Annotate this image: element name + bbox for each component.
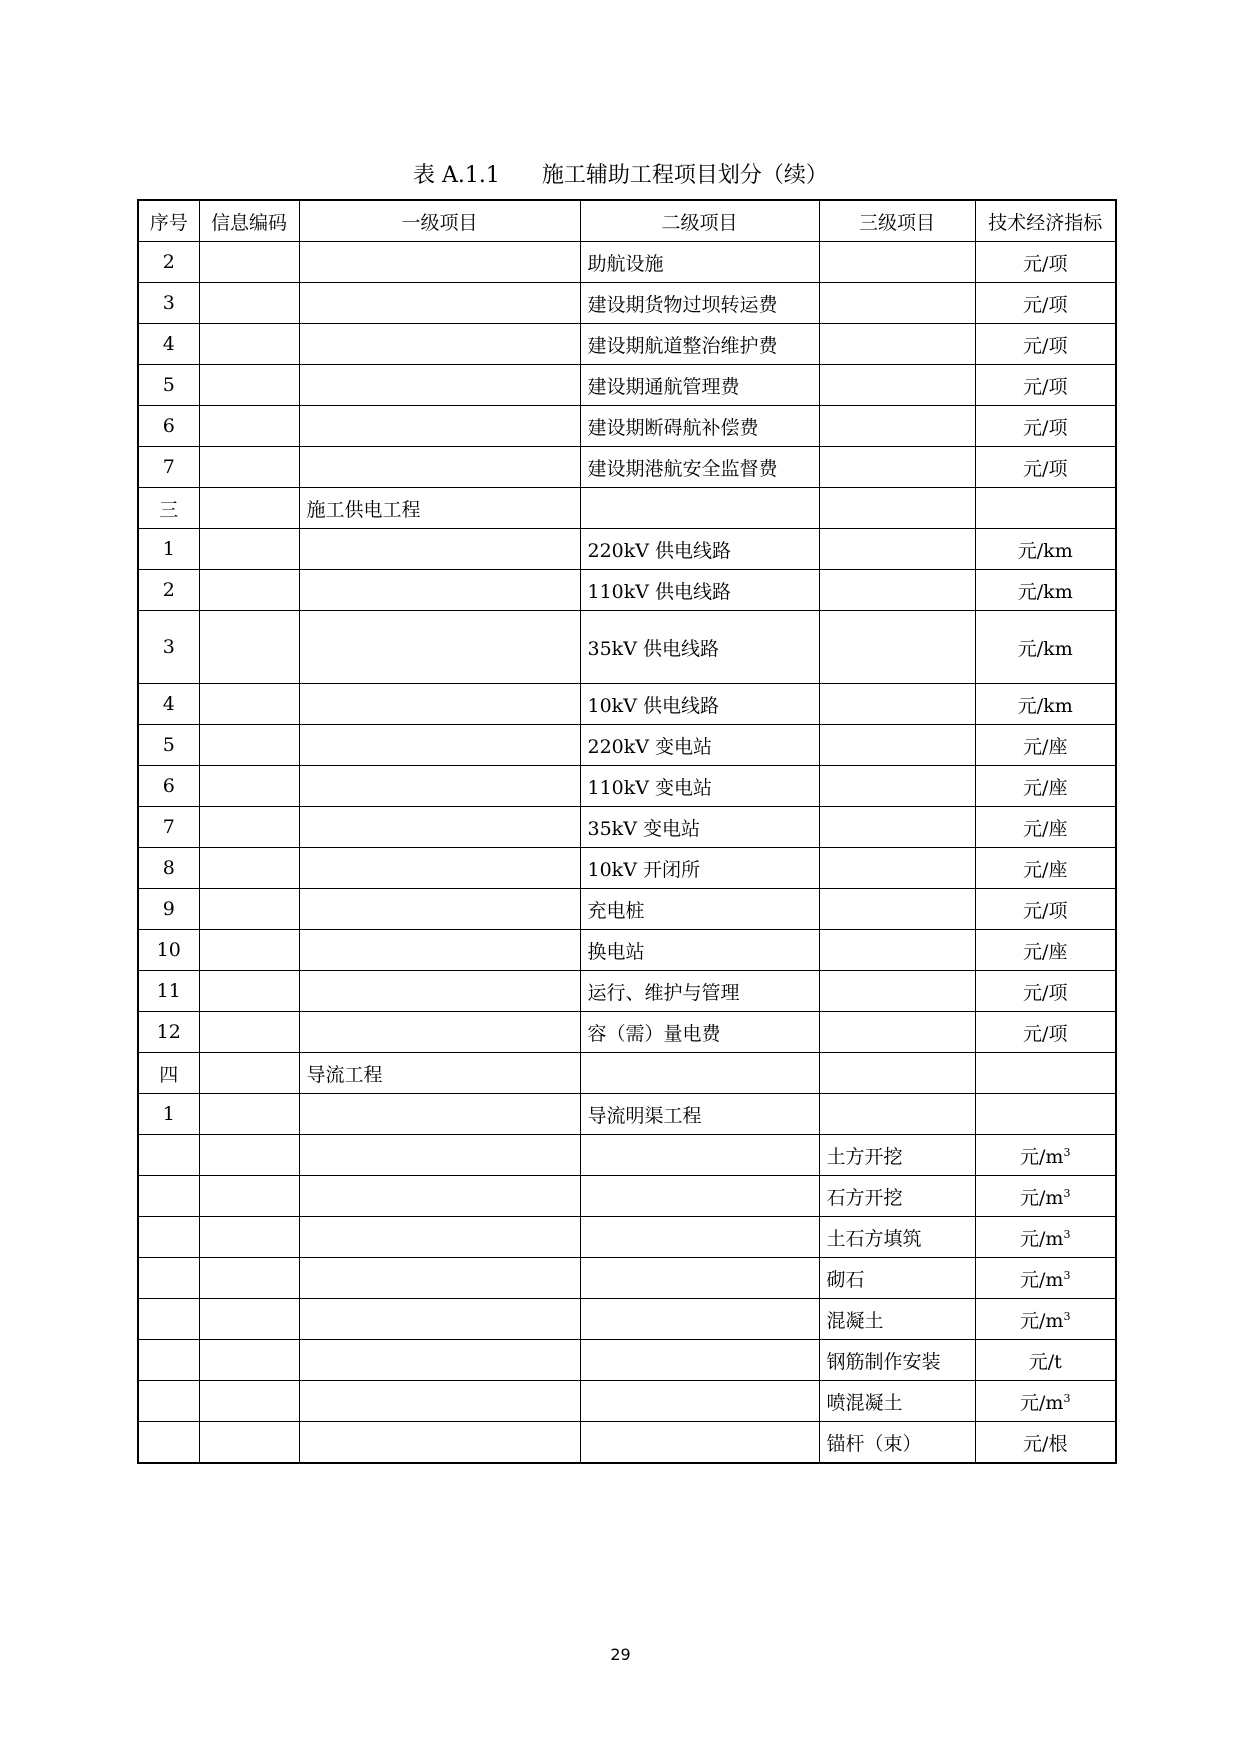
cell-level3-item-text: 锚杆（束）: [826, 1432, 922, 1455]
cell-serial-no: [138, 447, 199, 488]
cell-indicator-text: 元/项: [1023, 899, 1068, 922]
cell-level3-item: [819, 1299, 975, 1340]
header-level1-item: 一级项目: [299, 200, 580, 242]
cell-info-code: [199, 889, 299, 930]
cell-level2-item-text: 220kV 供电线路: [587, 539, 732, 562]
cell-indicator-text: 元/m: [1020, 1227, 1064, 1250]
cell-level3-item: [819, 889, 975, 930]
cell-level3-item: [819, 807, 975, 848]
table-row: [138, 611, 1116, 684]
cell-serial-no: [138, 725, 199, 766]
table-row: [138, 766, 1116, 807]
cell-indicator: [975, 1135, 1116, 1176]
cell-info-code: [199, 1135, 299, 1176]
cell-level2-item: [580, 324, 819, 365]
cell-indicator: [975, 1094, 1116, 1135]
cell-level3-item-text: 喷混凝土: [826, 1391, 903, 1414]
cell-indicator: [975, 447, 1116, 488]
cell-level2-item-text: 助航设施: [587, 252, 664, 275]
cell-level2-item: [580, 1012, 819, 1053]
cell-level3-item: [819, 365, 975, 406]
cell-indicator-text: 元/座: [1023, 776, 1068, 799]
cell-serial-no: [138, 766, 199, 807]
cell-level2-item: [580, 611, 819, 684]
cell-level1-item: [299, 1012, 580, 1053]
cell-level1-item: [299, 365, 580, 406]
cell-level2-item-text: 建设期港航安全监督费: [587, 457, 778, 480]
cell-level1-item: [299, 971, 580, 1012]
table-row: [138, 1340, 1116, 1381]
cell-indicator-text: 元/座: [1023, 817, 1068, 840]
cell-indicator-text: 元/根: [1023, 1432, 1068, 1455]
cell-serial-no-text: 1: [162, 538, 175, 560]
table-row: [138, 807, 1116, 848]
table-row: [138, 1422, 1116, 1464]
cell-level1-item: [299, 930, 580, 971]
cell-level1-item: [299, 1340, 580, 1381]
cell-level3-item: [819, 1422, 975, 1464]
cell-serial-no-text: 9: [162, 898, 175, 920]
cell-level2-item: [580, 807, 819, 848]
cell-level1-item: [299, 807, 580, 848]
cell-level2-item: [580, 766, 819, 807]
cell-level1-item: [299, 848, 580, 889]
cell-serial-no-text: 11: [156, 980, 181, 1002]
cell-serial-no-text: 4: [162, 693, 175, 715]
cell-serial-no-text: 7: [162, 456, 175, 478]
cell-serial-no: [138, 1094, 199, 1135]
cell-level2-item: [580, 488, 819, 529]
cell-level3-item: [819, 1381, 975, 1422]
cell-serial-no: [138, 1176, 199, 1217]
cell-serial-no-text: 6: [162, 415, 175, 437]
cell-level2-item: [580, 1135, 819, 1176]
cell-level2-item: [580, 365, 819, 406]
cell-level3-item: [819, 1340, 975, 1381]
cell-level3-item: [819, 1012, 975, 1053]
cell-info-code: [199, 848, 299, 889]
cell-level1-item: [299, 611, 580, 684]
cell-info-code: [199, 684, 299, 725]
cell-serial-no: [138, 1258, 199, 1299]
table-row: [138, 1053, 1116, 1094]
cell-serial-no: [138, 1340, 199, 1381]
cell-level2-item: [580, 971, 819, 1012]
project-division-table: [137, 199, 1117, 1464]
cell-serial-no: [138, 488, 199, 529]
cell-serial-no: [138, 1012, 199, 1053]
cell-level2-item-text: 110kV 变电站: [587, 776, 713, 799]
cell-info-code: [199, 283, 299, 324]
cell-indicator-text: 元/项: [1023, 293, 1068, 316]
cell-level1-item: [299, 725, 580, 766]
cell-indicator-text: 元/座: [1023, 858, 1068, 881]
cell-info-code: [199, 611, 299, 684]
cell-level2-item-text: 110kV 供电线路: [587, 580, 732, 603]
cell-indicator: [975, 766, 1116, 807]
cell-indicator-text: 元/项: [1023, 457, 1068, 480]
cell-indicator-text: 元/t: [1028, 1350, 1062, 1373]
header-serial-no: 序号: [138, 200, 199, 242]
cell-level2-item: [580, 1053, 819, 1094]
cell-serial-no: [138, 1381, 199, 1422]
unit-exponent: 3: [1063, 1145, 1071, 1159]
cell-level1-item: [299, 1422, 580, 1464]
cell-serial-no-text: 2: [162, 251, 175, 273]
cell-serial-no: [138, 807, 199, 848]
cell-indicator: [975, 1258, 1116, 1299]
table-number: 表 A.1.1: [413, 163, 500, 188]
header-level2-item: 二级项目: [580, 200, 819, 242]
table-row: [138, 283, 1116, 324]
cell-info-code: [199, 1381, 299, 1422]
cell-indicator: [975, 1217, 1116, 1258]
cell-level1-item: [299, 1299, 580, 1340]
cell-serial-no: [138, 1217, 199, 1258]
cell-serial-no-text: 三: [159, 498, 179, 521]
cell-indicator-text: 元/座: [1023, 735, 1068, 758]
cell-serial-no-text: 四: [159, 1063, 179, 1086]
cell-level2-item-text: 运行、维护与管理: [587, 981, 740, 1004]
cell-indicator: [975, 684, 1116, 725]
cell-level1-item: [299, 488, 580, 529]
cell-level3-item: [819, 1258, 975, 1299]
table-row: [138, 570, 1116, 611]
cell-indicator: [975, 1340, 1116, 1381]
cell-indicator-text: 元/km: [1017, 539, 1073, 562]
cell-indicator: [975, 242, 1116, 283]
cell-level1-item: [299, 1176, 580, 1217]
cell-indicator: [975, 1422, 1116, 1464]
cell-indicator-text: 元/m: [1020, 1309, 1064, 1332]
cell-info-code: [199, 971, 299, 1012]
cell-level2-item-text: 换电站: [587, 940, 645, 963]
cell-level1-item: [299, 889, 580, 930]
table-row: [138, 848, 1116, 889]
cell-serial-no: [138, 242, 199, 283]
cell-indicator: [975, 488, 1116, 529]
table-body: [138, 242, 1116, 1464]
cell-level2-item-text: 35kV 供电线路: [587, 637, 719, 660]
table-row: [138, 1176, 1116, 1217]
cell-level3-item: [819, 930, 975, 971]
cell-level2-item: [580, 930, 819, 971]
cell-serial-no-text: 12: [156, 1021, 181, 1043]
table-row: [138, 1299, 1116, 1340]
cell-serial-no: [138, 889, 199, 930]
cell-info-code: [199, 324, 299, 365]
cell-level2-item-text: 建设期通航管理费: [587, 375, 740, 398]
cell-serial-no: [138, 848, 199, 889]
cell-indicator-text: 元/m: [1020, 1391, 1064, 1414]
cell-level3-item: [819, 447, 975, 488]
cell-level3-item: [819, 1053, 975, 1094]
table-row: [138, 889, 1116, 930]
cell-level2-item: [580, 570, 819, 611]
cell-info-code: [199, 447, 299, 488]
cell-level2-item: [580, 889, 819, 930]
cell-indicator-text: 元/km: [1017, 694, 1073, 717]
cell-indicator-text: 元/m: [1020, 1268, 1064, 1291]
cell-info-code: [199, 1053, 299, 1094]
cell-level3-item: [819, 570, 975, 611]
cell-level2-item-text: 10kV 开闭所: [587, 858, 700, 881]
cell-level1-item: [299, 529, 580, 570]
header-info-code: 信息编码: [199, 200, 299, 242]
cell-info-code: [199, 406, 299, 447]
cell-level3-item: [819, 848, 975, 889]
cell-level1-item: [299, 1053, 580, 1094]
table-row: [138, 1012, 1116, 1053]
cell-info-code: [199, 570, 299, 611]
cell-level2-item: [580, 1217, 819, 1258]
cell-serial-no-text: 3: [162, 292, 175, 314]
cell-level2-item: [580, 1094, 819, 1135]
cell-level3-item: [819, 406, 975, 447]
cell-indicator: [975, 930, 1116, 971]
cell-info-code: [199, 1176, 299, 1217]
cell-info-code: [199, 1340, 299, 1381]
cell-level1-item-text: 施工供电工程: [306, 498, 421, 521]
cell-level2-item-text: 220kV 变电站: [587, 735, 713, 758]
cell-info-code: [199, 1258, 299, 1299]
cell-level3-item-text: 砌石: [826, 1268, 865, 1291]
cell-level3-item: [819, 684, 975, 725]
cell-serial-no: [138, 324, 199, 365]
page-number: 29: [610, 1645, 631, 1664]
cell-serial-no: [138, 1299, 199, 1340]
cell-level3-item-text: 土方开挖: [826, 1145, 903, 1168]
cell-level3-item: [819, 529, 975, 570]
cell-serial-no-text: 4: [162, 333, 175, 355]
table-row: [138, 1217, 1116, 1258]
cell-level2-item: [580, 406, 819, 447]
cell-level2-item: [580, 1258, 819, 1299]
cell-serial-no-text: 1: [162, 1103, 175, 1125]
header-row: [138, 200, 1116, 242]
header-indicator: 技术经济指标: [975, 200, 1116, 242]
cell-info-code: [199, 930, 299, 971]
table-row: [138, 529, 1116, 570]
cell-info-code: [199, 365, 299, 406]
cell-level2-item: [580, 1299, 819, 1340]
cell-level2-item-text: 35kV 变电站: [587, 817, 700, 840]
cell-level3-item: [819, 766, 975, 807]
cell-level1-item: [299, 766, 580, 807]
cell-level3-item: [819, 1135, 975, 1176]
header-level3-item: 三级项目: [819, 200, 975, 242]
cell-level1-item: [299, 406, 580, 447]
cell-level1-item: [299, 1217, 580, 1258]
cell-info-code: [199, 725, 299, 766]
cell-level1-item: [299, 1135, 580, 1176]
table-row: [138, 971, 1116, 1012]
cell-indicator: [975, 611, 1116, 684]
cell-indicator-text: 元/项: [1023, 416, 1068, 439]
cell-info-code: [199, 488, 299, 529]
cell-serial-no: [138, 611, 199, 684]
cell-indicator-text: 元/m: [1020, 1186, 1064, 1209]
cell-indicator: [975, 1299, 1116, 1340]
cell-level2-item-text: 建设期断碍航补偿费: [587, 416, 759, 439]
cell-serial-no: [138, 930, 199, 971]
cell-indicator: [975, 1012, 1116, 1053]
cell-serial-no: [138, 971, 199, 1012]
cell-indicator: [975, 324, 1116, 365]
cell-level1-item: [299, 447, 580, 488]
cell-level2-item: [580, 1176, 819, 1217]
cell-level1-item: [299, 324, 580, 365]
cell-level2-item: [580, 1381, 819, 1422]
cell-level2-item: [580, 725, 819, 766]
cell-level2-item: [580, 242, 819, 283]
cell-level2-item: [580, 1422, 819, 1464]
cell-indicator-text: 元/km: [1017, 580, 1073, 603]
cell-serial-no: [138, 570, 199, 611]
table-row: [138, 324, 1116, 365]
cell-info-code: [199, 242, 299, 283]
cell-indicator: [975, 1381, 1116, 1422]
cell-serial-no: [138, 1053, 199, 1094]
cell-indicator-text: 元/项: [1023, 334, 1068, 357]
cell-indicator-text: 元/座: [1023, 940, 1068, 963]
cell-serial-no-text: 3: [162, 636, 175, 658]
cell-indicator: [975, 807, 1116, 848]
cell-indicator: [975, 848, 1116, 889]
cell-serial-no: [138, 406, 199, 447]
cell-serial-no: [138, 1422, 199, 1464]
cell-serial-no: [138, 365, 199, 406]
cell-indicator-text: 元/项: [1023, 981, 1068, 1004]
cell-indicator: [975, 365, 1116, 406]
unit-exponent: 3: [1063, 1186, 1071, 1200]
unit-exponent: 3: [1063, 1268, 1071, 1282]
cell-level2-item-text: 建设期航道整治维护费: [587, 334, 778, 357]
cell-serial-no-text: 6: [162, 775, 175, 797]
cell-level3-item: [819, 611, 975, 684]
cell-level2-item: [580, 848, 819, 889]
cell-info-code: [199, 529, 299, 570]
table-row: [138, 447, 1116, 488]
cell-serial-no-text: 10: [156, 939, 181, 961]
cell-level1-item: [299, 684, 580, 725]
cell-level2-item: [580, 283, 819, 324]
cell-level3-item-text: 混凝土: [826, 1309, 884, 1332]
cell-level1-item: [299, 570, 580, 611]
cell-level1-item: [299, 1258, 580, 1299]
cell-level2-item: [580, 684, 819, 725]
unit-exponent: 3: [1063, 1227, 1071, 1241]
table-row: [138, 930, 1116, 971]
cell-indicator-text: 元/项: [1023, 1022, 1068, 1045]
cell-level2-item-text: 10kV 供电线路: [587, 694, 719, 717]
cell-serial-no-text: 5: [162, 734, 175, 756]
cell-level3-item: [819, 488, 975, 529]
cell-serial-no-text: 2: [162, 579, 175, 601]
cell-level1-item-text: 导流工程: [306, 1063, 383, 1086]
table-row: [138, 1381, 1116, 1422]
cell-level1-item: [299, 1094, 580, 1135]
cell-level3-item: [819, 283, 975, 324]
cell-level3-item-text: 土石方填筑: [826, 1227, 922, 1250]
cell-info-code: [199, 1094, 299, 1135]
cell-level3-item: [819, 242, 975, 283]
table-row: [138, 488, 1116, 529]
table-row: [138, 1258, 1116, 1299]
unit-exponent: 3: [1063, 1391, 1071, 1405]
cell-info-code: [199, 1217, 299, 1258]
cell-serial-no: [138, 1135, 199, 1176]
cell-indicator: [975, 529, 1116, 570]
cell-level2-item: [580, 1340, 819, 1381]
cell-serial-no: [138, 283, 199, 324]
cell-indicator: [975, 570, 1116, 611]
cell-info-code: [199, 1012, 299, 1053]
cell-level2-item-text: 建设期货物过坝转运费: [587, 293, 778, 316]
cell-indicator: [975, 406, 1116, 447]
cell-indicator: [975, 283, 1116, 324]
cell-level3-item: [819, 1176, 975, 1217]
cell-indicator-text: 元/m: [1020, 1145, 1064, 1168]
cell-indicator: [975, 971, 1116, 1012]
cell-level2-item: [580, 447, 819, 488]
cell-indicator-text: 元/项: [1023, 375, 1068, 398]
unit-exponent: 3: [1063, 1309, 1071, 1323]
cell-level2-item-text: 容（需）量电费: [587, 1022, 721, 1045]
cell-serial-no-text: 7: [162, 816, 175, 838]
cell-indicator-text: 元/项: [1023, 252, 1068, 275]
cell-info-code: [199, 766, 299, 807]
cell-level2-item-text: 导流明渠工程: [587, 1104, 702, 1127]
cell-indicator-text: 元/km: [1017, 637, 1073, 660]
cell-level2-item-text: 充电桩: [587, 899, 645, 922]
cell-level1-item: [299, 1381, 580, 1422]
cell-level3-item: [819, 324, 975, 365]
cell-level1-item: [299, 242, 580, 283]
cell-level2-item: [580, 529, 819, 570]
table-row: [138, 242, 1116, 283]
cell-info-code: [199, 1422, 299, 1464]
cell-info-code: [199, 807, 299, 848]
cell-level3-item-text: 钢筋制作安装: [826, 1350, 941, 1373]
cell-indicator: [975, 1176, 1116, 1217]
table-row: [138, 406, 1116, 447]
cell-serial-no-text: 8: [162, 857, 175, 879]
table-row: [138, 684, 1116, 725]
cell-serial-no: [138, 684, 199, 725]
cell-level1-item: [299, 283, 580, 324]
cell-level3-item-text: 石方开挖: [826, 1186, 903, 1209]
cell-level3-item: [819, 1217, 975, 1258]
cell-level3-item: [819, 725, 975, 766]
table-row: [138, 365, 1116, 406]
table-row: [138, 1094, 1116, 1135]
cell-indicator: [975, 725, 1116, 766]
cell-serial-no-text: 5: [162, 374, 175, 396]
cell-level3-item: [819, 1094, 975, 1135]
table-caption: [0, 158, 1241, 189]
cell-indicator: [975, 889, 1116, 930]
cell-serial-no: [138, 529, 199, 570]
cell-level3-item: [819, 971, 975, 1012]
table-row: [138, 1135, 1116, 1176]
cell-indicator: [975, 1053, 1116, 1094]
table-title: 施工辅助工程项目划分（续）: [541, 163, 828, 188]
table-row: [138, 725, 1116, 766]
cell-info-code: [199, 1299, 299, 1340]
